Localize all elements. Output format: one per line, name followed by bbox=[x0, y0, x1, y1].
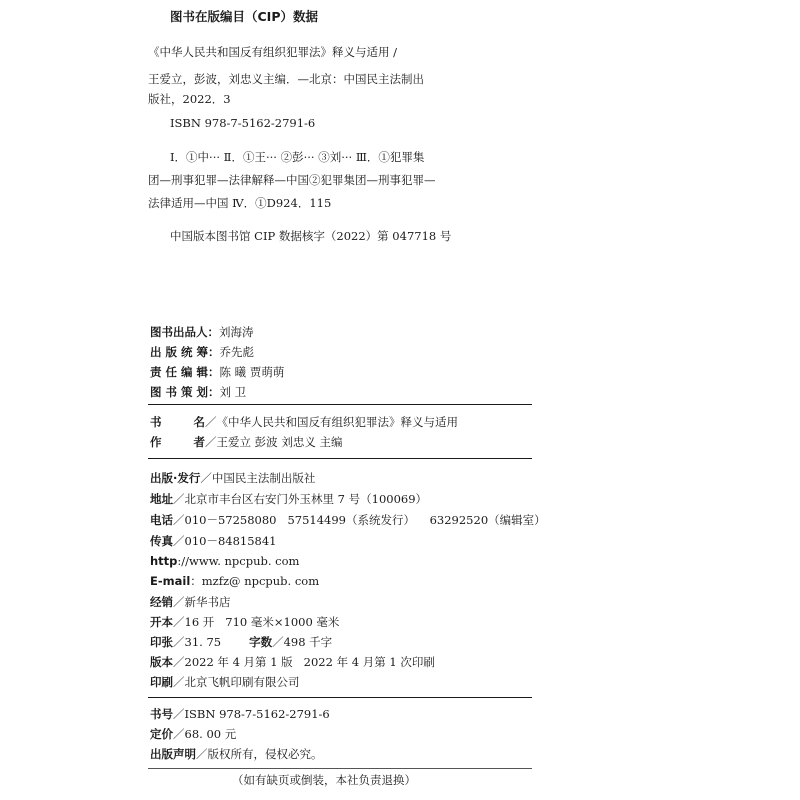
book-number-value: ／ISBN 978-7-5162-2791-6 bbox=[173, 707, 330, 721]
staff-value: 陈 曦 贾萌萌 bbox=[219, 365, 285, 379]
publisher-row bbox=[150, 470, 315, 486]
fax-label: 传真 bbox=[150, 534, 173, 548]
staff-row-producer bbox=[150, 324, 254, 340]
fax-value: ／010－84815841 bbox=[173, 534, 277, 548]
format-value: ／16 开 710 毫米×1000 毫米 bbox=[173, 615, 340, 629]
edition-label: 版本 bbox=[150, 655, 173, 669]
distributor-row bbox=[150, 594, 231, 610]
cip-publisher-line: 版社，2022．3 bbox=[148, 92, 231, 106]
cip-heading: 图书在版编目（CIP）数据 bbox=[170, 9, 318, 24]
format-label: 开本 bbox=[150, 615, 173, 629]
printer-row bbox=[150, 674, 300, 690]
copyright-value: ／版权所有，侵权必究。 bbox=[196, 747, 323, 761]
address-label: 地址 bbox=[150, 492, 173, 506]
distributor-label: 经销 bbox=[150, 595, 173, 609]
book-number-row bbox=[150, 706, 330, 722]
book-label: 作 者 bbox=[150, 435, 206, 449]
edition-value: ／2022 年 4 月第 1 版 2022 年 4 月第 1 次印刷 bbox=[173, 655, 435, 669]
edition-row bbox=[150, 654, 435, 670]
cip-isbn-line: ISBN 978-7-5162-2791-6 bbox=[170, 116, 316, 130]
sheets-label: 印张 bbox=[150, 635, 173, 649]
distributor-value: ／新华书店 bbox=[173, 595, 231, 609]
website-link[interactable]: ://www. npcpub. com bbox=[177, 554, 300, 568]
cip-editors-line: 王爱立，彭波，刘忠义主编．—北京：中国民主法制出 bbox=[148, 72, 424, 86]
publisher-value: ／中国民主法制出版社 bbox=[200, 471, 316, 485]
cip-classification-line-2: 团—刑事犯罪—法律解释—中国②犯罪集团—刑事犯罪— bbox=[148, 173, 436, 187]
format-row bbox=[150, 614, 339, 630]
cip-classification-line-3: 法律适用—中国 Ⅳ．①D924．115 bbox=[148, 196, 332, 210]
return-notice: （如有缺页或倒装，本社负责退换） bbox=[232, 773, 416, 787]
address-value: ／北京市丰台区右安门外玉林里 7 号（100069） bbox=[173, 492, 428, 506]
copyright-label: 出版声明 bbox=[150, 747, 196, 761]
printer-label: 印刷 bbox=[150, 675, 173, 689]
publisher-label: 出版·发行 bbox=[150, 471, 201, 485]
staff-label: 图书出品人： bbox=[150, 325, 219, 339]
email-row bbox=[150, 573, 319, 589]
staff-row-planner bbox=[150, 384, 246, 400]
printer-value: ／北京飞帆印刷有限公司 bbox=[173, 675, 300, 689]
email-link[interactable]: ：mzfz@ npcpub. com bbox=[190, 574, 320, 588]
word-count-value: ／498 千字 bbox=[272, 635, 333, 649]
price-label: 定价 bbox=[150, 727, 173, 741]
cip-classification-line-1: Ⅰ．①中··· Ⅱ．①王··· ②彭··· ③刘··· Ⅲ．①犯罪集 bbox=[170, 150, 425, 164]
word-count-label: 字数 bbox=[249, 635, 273, 649]
divider bbox=[148, 768, 532, 769]
staff-value: 乔先彪 bbox=[219, 345, 255, 359]
staff-value: 刘 卫 bbox=[219, 385, 247, 399]
email-label: E-mail bbox=[150, 574, 191, 588]
staff-label: 图 书 策 划： bbox=[150, 385, 220, 399]
divider bbox=[148, 697, 532, 698]
fax-row bbox=[150, 533, 276, 549]
book-label: 书 名 bbox=[150, 415, 206, 429]
staff-label: 责 任 编 辑： bbox=[150, 365, 220, 379]
book-row-author bbox=[150, 434, 343, 450]
cip-record-number: 中国版本图书馆 CIP 数据核字（2022）第 047718 号 bbox=[170, 229, 452, 243]
copyright-row bbox=[150, 746, 323, 762]
phone-value: ／010－57258080 57514499（系统发行） 63292520（编辑室） bbox=[173, 513, 546, 527]
sheets-row bbox=[150, 634, 332, 650]
price-value: ／68. 00 元 bbox=[173, 727, 237, 741]
price-row bbox=[150, 726, 236, 742]
divider bbox=[148, 404, 532, 405]
divider bbox=[148, 458, 532, 459]
address-row bbox=[150, 491, 427, 507]
sheets-value: ／31. 75 bbox=[173, 635, 222, 649]
website-row bbox=[150, 553, 299, 569]
staff-row-coordinator bbox=[150, 344, 254, 360]
book-row-title bbox=[150, 414, 458, 430]
book-value: ／《中华人民共和国反有组织犯罪法》释义与适用 bbox=[205, 415, 459, 429]
book-value: ／王爱立 彭波 刘忠义 主编 bbox=[205, 435, 343, 449]
staff-label: 出 版 统 筹： bbox=[150, 345, 220, 359]
phone-row bbox=[150, 512, 546, 528]
cip-title-line: 《中华人民共和国反有组织犯罪法》释义与适用 / bbox=[148, 45, 398, 59]
staff-row-editor bbox=[150, 364, 284, 380]
website-label: http bbox=[150, 554, 178, 568]
phone-label: 电话 bbox=[150, 513, 173, 527]
staff-value: 刘海涛 bbox=[219, 325, 254, 339]
book-number-label: 书号 bbox=[150, 707, 173, 721]
